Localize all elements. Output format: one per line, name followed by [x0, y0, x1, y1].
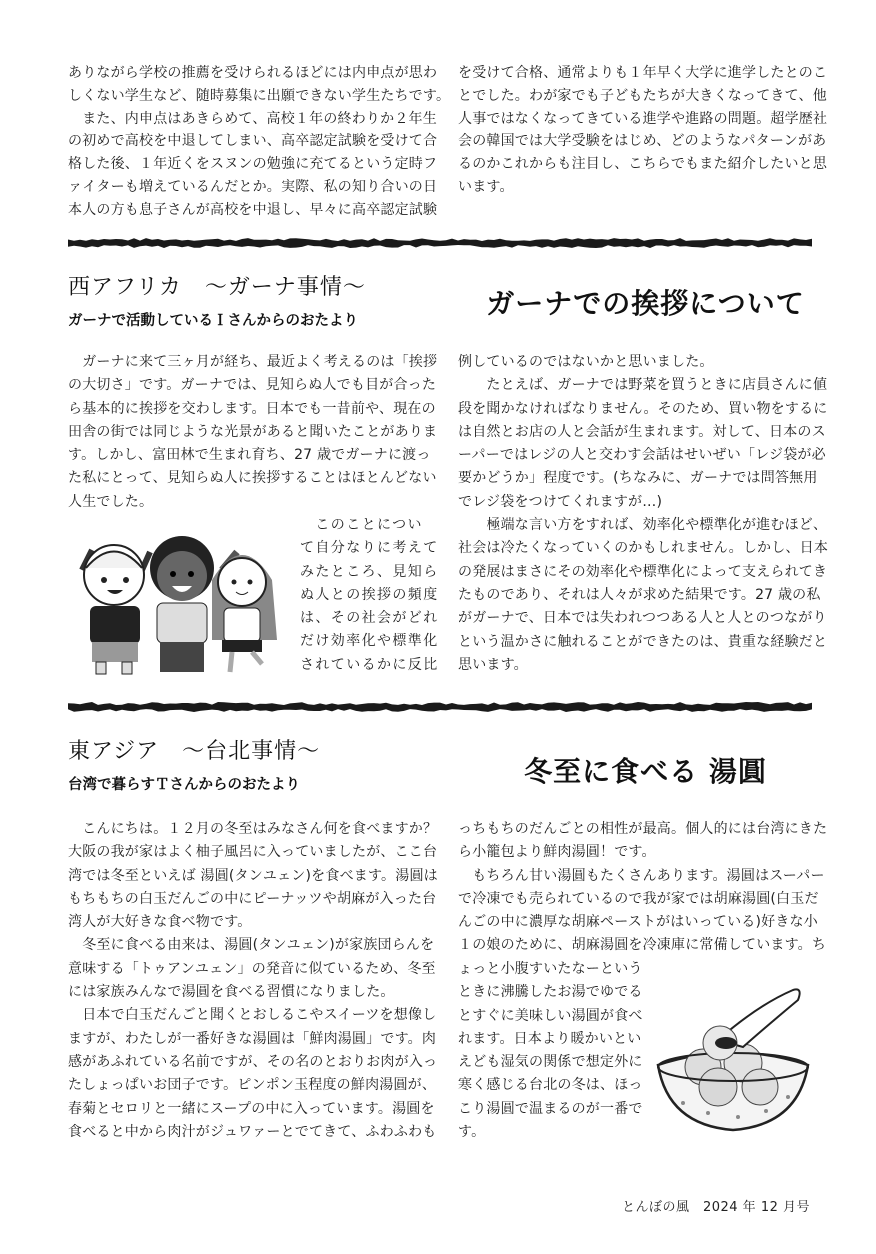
text-line: 湾人が大好きな食べ物です。: [68, 914, 252, 931]
text-line: ーパーではレジの人と交わす会話はせいぜい「レジ袋が必: [458, 447, 826, 464]
text-line: んごの中に濃厚な胡麻ペーストがはいっている)好きな小: [458, 914, 818, 931]
text-line: っちもちのだんごとの相性が最高。個人的には台湾にきた: [458, 821, 828, 837]
intro-right-column: [458, 62, 827, 199]
text-line: ときに沸騰したお湯でゆでる: [458, 984, 643, 1001]
text-line: １の娘のために、胡麻湯圓を冷凍庫に常備しています。ち: [458, 937, 827, 954]
text-line: の発展はまさにその効率化や標準化によって支えられてき: [458, 563, 828, 580]
text-line: ますが、わたしが一番好きな湯圓は「鮮肉湯圓」です。肉: [68, 1030, 437, 1047]
text-line: 例しているのではないかと思いました。: [458, 354, 714, 370]
text-line: には家族みんなで湯圓を食べる習慣になりました。: [68, 984, 395, 1001]
text-line: 感があふれている名前ですが、その名のとおりお肉が入っ: [68, 1053, 438, 1070]
text-line: 要かどうか」程度です。(ちなみに、ガーナでは問答無用: [458, 470, 818, 487]
section-divider: [68, 700, 812, 714]
text-line: されているかに反比: [300, 656, 439, 673]
text-line: えども湿気の関係で想定外に: [458, 1054, 643, 1071]
text-line: の大切さ」です。ガーナでは、見知らぬ人でも目が合った: [68, 377, 437, 394]
text-line: しくない学生など、随時募集に出願できない学生たちです。: [68, 87, 451, 104]
text-line: て自分なりに考えて: [300, 540, 439, 557]
text-line: の初めで高校を中退してしまい、高卒認定試験を受けて合: [68, 133, 438, 150]
ghana-narrow-column: [300, 514, 439, 677]
text-line: こり湯圓で温まるのが一番で: [458, 1100, 643, 1117]
text-line: もちろん甘い湯圓もたくさんあります。湯圓はスーパー: [458, 867, 825, 884]
text-line: たしょっぱいお団子です。ピンポン玉程度の鮮肉湯圓が、: [68, 1077, 437, 1094]
text-line: います。: [458, 178, 514, 195]
text-line: るのかこれからも注目し、こちらでもまた紹介したいと思: [458, 156, 828, 173]
ghana-title: ガーナでの挨拶について: [486, 287, 805, 320]
text-line: 食べると中から肉汁がジュワァーとでてきて、ふわふわも: [68, 1123, 437, 1140]
taipei-subheading: 台湾で暮らすＴさんからのおたより: [68, 777, 300, 793]
text-line: もちもちの白玉だんごの中にピーナッツや胡麻が入った台: [68, 890, 437, 907]
text-line: がガーナで、日本では失われつつある人と人とのつながり: [458, 610, 827, 627]
text-line: れます。日本より暖かいとい: [458, 1030, 642, 1047]
text-line: す。: [458, 1124, 486, 1141]
text-line: 本人の方も息子さんが高校を中退し、早々に高卒認定試験: [68, 201, 438, 218]
text-line: たとえば、ガーナでは野菜を買うときに店員さんに値: [458, 377, 828, 394]
ghana-right-column: [458, 351, 828, 677]
children-illustration: [72, 530, 292, 680]
text-line: 田舎の街では同じような光景があると聞いたことがありま: [68, 423, 438, 440]
ghana-left-column: [68, 351, 437, 514]
text-line: だけ効率化や標準化: [300, 633, 439, 650]
text-line: 大阪の我が家はよく柚子風呂に入っていましたが、ここ台: [68, 844, 438, 861]
text-line: ありながら学校の推薦を受けられるほどには内申点が思わ: [68, 65, 438, 81]
text-line: 冬至に食べる由来は、湯圓(タンユェン)が家族団らんを: [68, 937, 435, 954]
text-line: 格した後、１年近くをスヌンの勉強に充てるという定時フ: [68, 156, 438, 173]
text-line: とでした。わが家でも子どもたちが大きくなってきて、他: [458, 87, 827, 104]
text-line: 社会は冷たくなっていくのかもしれません。しかし、日本: [458, 540, 829, 557]
text-line: を受けて合格、通常よりも１年早く大学に進学したとのこ: [458, 65, 828, 81]
text-line: ガーナに来て三ヶ月が経ち、最近よく考えるのは「挨拶: [68, 354, 438, 370]
text-line: 春菊とセロリと一緒にスープの中に入っています。湯圓を: [68, 1100, 435, 1117]
text-line: ァイターも増えているんだとか。実際、私の知り合いの日: [68, 178, 438, 195]
text-line: 湾では冬至といえば 湯圓(タンユェン)を食べます。湯圓は: [68, 867, 438, 884]
text-line: す。しかし、富田林で生まれ育ち、27 歳でガーナに渡っ: [68, 447, 431, 464]
text-line: で冷凍でも売られているので我が家では胡麻湯圓(白玉だ: [458, 890, 819, 907]
text-line: このことについ: [300, 517, 423, 533]
brush-stroke: [68, 238, 812, 248]
ghana-subheading: ガーナで活動しているＩさんからのおたより: [68, 313, 358, 329]
text-line: また、内申点はあきらめて、高校１年の終わりか２年生: [68, 110, 437, 127]
text-line: という温かさに触れることができたのは、貴重な経験だと: [458, 633, 828, 650]
text-line: 人生でした。: [68, 493, 154, 510]
text-line: 段を聞かなければなりません。そのため、買い物をするに: [458, 400, 828, 417]
text-line: 意味する「トゥアンユェン」の発音に似ているため、冬至: [68, 960, 436, 977]
intro-left-column: [68, 62, 450, 222]
text-line: 極端な言い方をすれば、効率化や標準化が進むほど、: [458, 517, 828, 534]
footer-issue: とんぼの風 2024 年 12 月号: [621, 1200, 810, 1215]
brush-stroke: [68, 702, 812, 712]
ghana-region-heading: 西アフリカ ～ガーナ事情～: [68, 275, 366, 300]
text-line: ら小籠包より鮮肉湯圓！です。: [458, 844, 656, 861]
text-line: でレジ袋をつけてくれますが…): [458, 493, 663, 510]
text-line: は自然とお店の人と会話が生まれます。対して、日本のス: [458, 423, 826, 440]
text-line: 会の韓国では大学受験をはじめ、どのようなパターンがあ: [458, 133, 827, 150]
text-line: こんにちは。１２月の冬至はみなさん何を食べますか？: [68, 821, 438, 837]
text-line: 日本で白玉だんごと聞くとおしるこやスイーツを想像し: [68, 1007, 437, 1024]
text-line: は、その社会がどれ: [300, 610, 439, 627]
taipei-narrow-column: [458, 958, 643, 1144]
text-line: た私にとって、見知らぬ人に挨拶することはほとんどない: [68, 470, 437, 487]
taipei-region-heading: 東アジア ～台北事情～: [68, 739, 321, 764]
taipei-right-column: [458, 818, 827, 958]
text-line: ょっと小腹すいたなーという: [458, 961, 643, 977]
text-line: 思います。: [458, 656, 528, 673]
taipei-title: 冬至に食べる 湯圓: [524, 755, 767, 788]
text-line: ぬ人との挨拶の頻度: [300, 586, 439, 603]
text-line: とすぐに美味しい湯圓が食べ: [458, 1007, 643, 1024]
text-line: 寒く感じる台北の冬は、ほっ: [458, 1077, 643, 1094]
section-divider: [68, 236, 812, 250]
text-line: みたところ、見知ら: [300, 563, 439, 580]
taipei-left-column: [68, 818, 438, 1144]
text-line: ら基本的に挨拶を交わします。日本でも一昔前や、現在の: [68, 400, 436, 417]
tangyuan-bowl-illustration: [648, 985, 823, 1135]
text-line: たものであり、それは人々が求めた結果です。27 歳の私: [458, 586, 821, 603]
text-line: 人事ではなくなってきている進学や進路の問題。超学歴社: [458, 110, 828, 127]
